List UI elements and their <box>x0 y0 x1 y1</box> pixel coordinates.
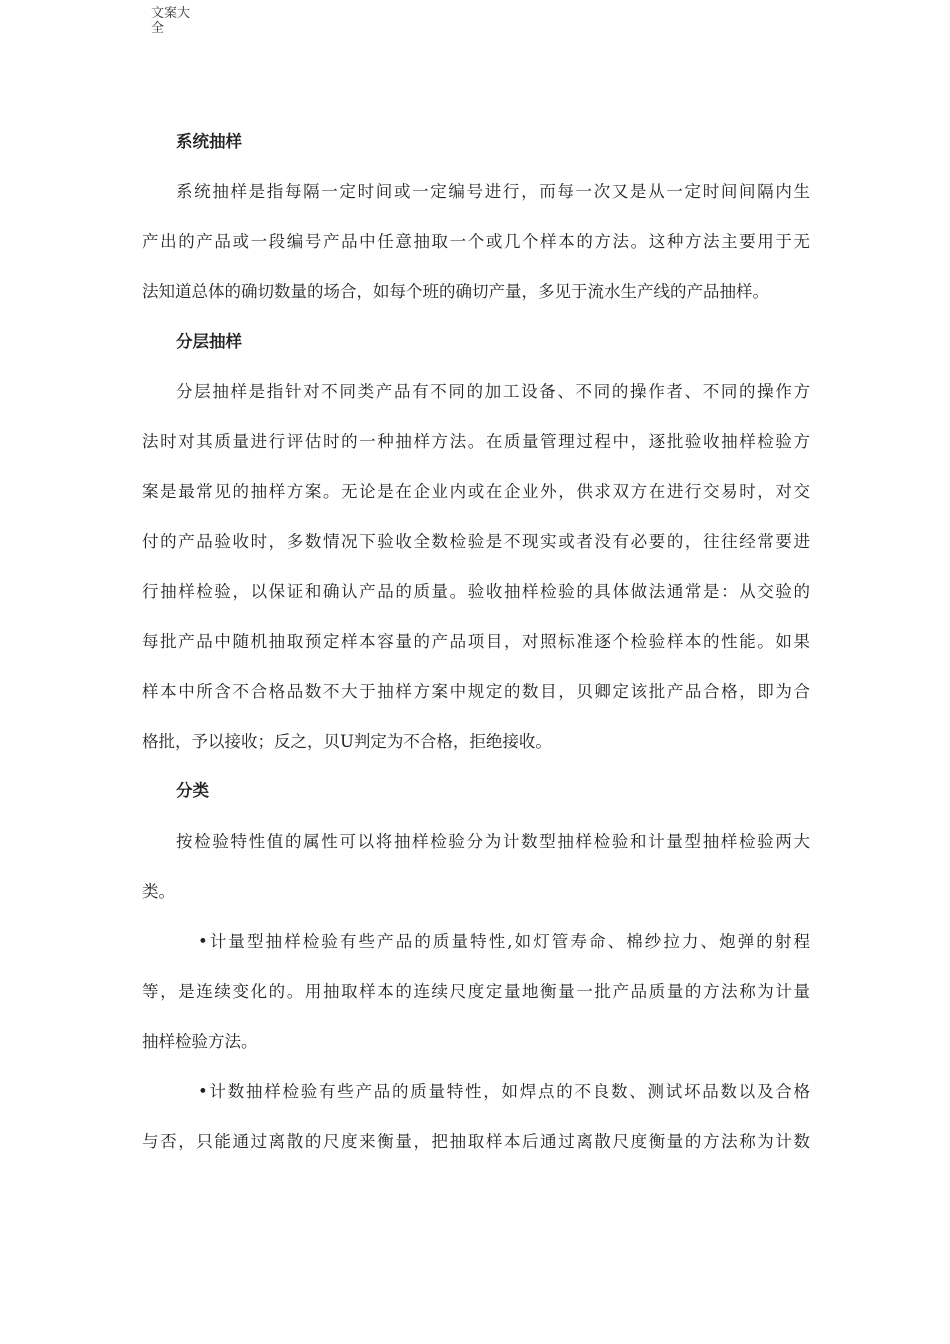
page-header <box>151 6 199 36</box>
paragraph-line: 格批，予以接收；反之，贝U判定为不合格，拒绝接收。 <box>142 732 552 751</box>
paragraph-line: 类。 <box>142 882 175 901</box>
header-title-line-1: 文案大 <box>151 6 191 21</box>
bullet-item-attributes-sampling: •计数抽样检验有些产品的质量特性，如焊点的不良数、测试坏品数以及合格 <box>198 1082 810 1101</box>
paragraph-line: 行抽样检验，以保证和确认产品的质量。验收抽样检验的具体做法通常是：从交验的 <box>142 582 810 601</box>
paragraph-line: 法知道总体的确切数量的场合，如每个班的确切产量，多见于流水生产线的产品抽样。 <box>142 282 769 301</box>
paragraph-line: 付的产品验收时，多数情况下验收全数检验是不现实或者没有必要的，往往经常要进 <box>142 532 810 551</box>
paragraph-line: 产出的产品或一段编号产品中任意抽取一个或几个样本的方法。这种方法主要用于无 <box>142 232 810 251</box>
paragraph-line: 按检验特性值的属性可以将抽样检验分为计数型抽样检验和计量型抽样检验两大 <box>176 832 810 851</box>
section-heading-classification: 分类 <box>176 781 209 800</box>
paragraph-line: 等，是连续变化的。用抽取样本的连续尺度定量地衡量一批产品质量的方法称为计量 <box>142 982 810 1001</box>
bullet-item-variables-sampling: •计量型抽样检验有些产品的质量特性,如灯管寿命、棉纱拉力、炮弹的射程 <box>198 932 810 951</box>
paragraph-line: 抽样检验方法。 <box>142 1032 258 1051</box>
paragraph-line: 案是最常见的抽样方案。无论是在企业内或在企业外，供求双方在进行交易时，对交 <box>142 482 810 501</box>
paragraph-line: 法时对其质量进行评估时的一种抽样方法。在质量管理过程中，逐批验收抽样检验方 <box>142 432 810 451</box>
paragraph-line: 每批产品中随机抽取预定样本容量的产品项目，对照标准逐个检验样本的性能。如果 <box>142 632 810 651</box>
header-title-line-2: 全 <box>151 21 165 36</box>
paragraph-line: 系统抽样是指每隔一定时间或一定编号进行，而每一次又是从一定时间间隔内生 <box>176 182 810 201</box>
section-heading-stratified-sampling: 分层抽样 <box>176 332 242 351</box>
paragraph-line: 样本中所含不合格品数不大于抽样方案中规定的数目，贝卿定该批产品合格，即为合 <box>142 682 810 701</box>
section-heading-systematic-sampling: 系统抽样 <box>176 132 242 151</box>
paragraph-line: 分层抽样是指针对不同类产品有不同的加工设备、不同的操作者、不同的操作方 <box>176 382 810 401</box>
paragraph-line: 与否，只能通过离散的尺度来衡量，把抽取样本后通过离散尺度衡量的方法称为计数 <box>142 1132 810 1151</box>
